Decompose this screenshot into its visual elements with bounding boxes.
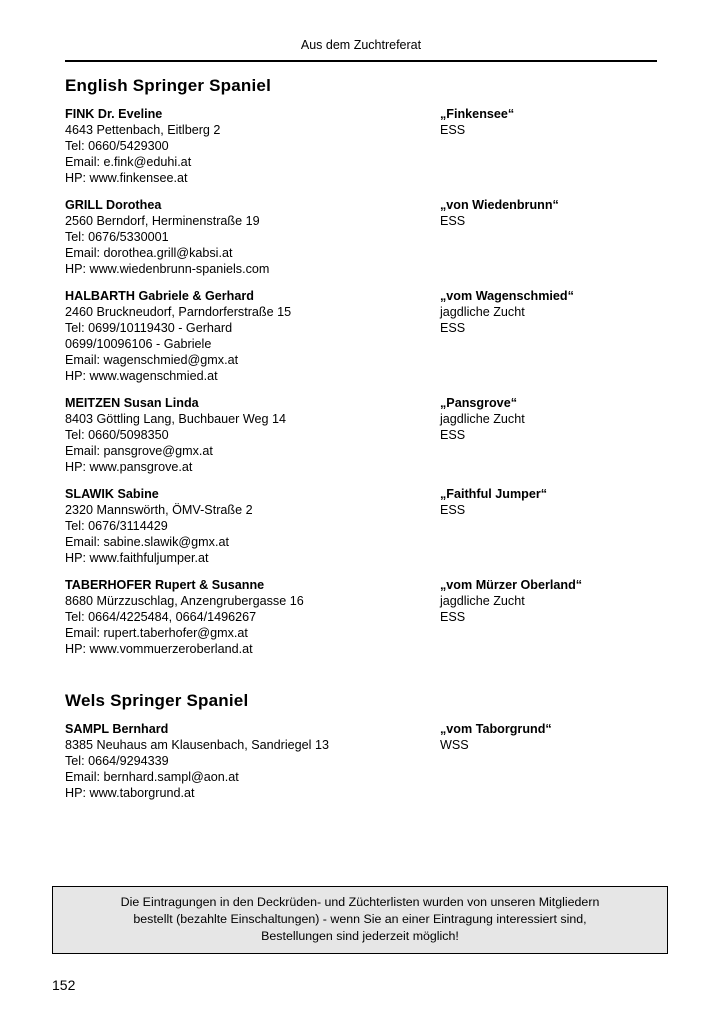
breeder-phone-secondary: 0699/10096106 - Gabriele — [65, 337, 212, 351]
breeder-details — [65, 106, 435, 186]
breed-code: WSS — [440, 738, 469, 752]
breeder-entry — [65, 395, 657, 475]
section-english-springer-spaniel — [65, 76, 657, 657]
kennel-details — [440, 486, 660, 518]
kennel-details — [440, 721, 660, 753]
breeder-address: 2460 Bruckneudorf, Parndorferstraße 15 — [65, 305, 292, 319]
breeder-details — [65, 395, 435, 475]
breeding-type: jagdliche Zucht — [440, 412, 525, 426]
breeder-entry — [65, 106, 657, 186]
notice-line-1: Die Eintragungen in den Deckrüden- und Züchterlisten wurden von unseren Mitgliedern — [120, 895, 600, 909]
breeder-homepage: HP: www.taborgrund.at — [65, 786, 195, 800]
kennel-details — [440, 395, 660, 443]
breeder-details — [65, 288, 435, 384]
breed-code: ESS — [440, 503, 466, 517]
breeder-name: GRILL Dorothea — [65, 198, 162, 212]
breeder-email: Email: wagenschmied@gmx.at — [65, 353, 239, 367]
breed-code: ESS — [440, 428, 466, 442]
breeder-homepage: HP: www.faithfuljumper.at — [65, 551, 209, 565]
breeder-phone: Tel: 0660/5429300 — [65, 139, 169, 153]
breeder-email: Email: dorothea.grill@kabsi.at — [65, 246, 233, 260]
page-header: Aus dem Zuchtreferat — [300, 38, 422, 52]
breeder-name: MEITZEN Susan Linda — [65, 396, 199, 410]
notice-box — [52, 886, 668, 954]
breed-code: ESS — [440, 610, 466, 624]
page-number: 152 — [52, 977, 76, 993]
kennel-details — [440, 197, 660, 229]
breeder-phone: Tel: 0664/4225484, 0664/1496267 — [65, 610, 257, 624]
section-title: Wels Springer Spaniel — [65, 691, 249, 710]
page-content — [65, 76, 657, 812]
breeder-name: TABERHOFER Rupert & Susanne — [65, 578, 265, 592]
breeder-address: 2320 Mannswörth, ÖMV-Straße 2 — [65, 503, 253, 517]
section-title: English Springer Spaniel — [65, 76, 272, 95]
kennel-name: „vom Mürzer Oberland“ — [440, 578, 583, 592]
kennel-name: „von Wiedenbrunn“ — [440, 198, 559, 212]
breeder-address: 2560 Berndorf, Herminenstraße 19 — [65, 214, 260, 228]
breeder-address: 8385 Neuhaus am Klausenbach, Sandriegel 13 — [65, 738, 329, 752]
breeder-name: HALBARTH Gabriele & Gerhard — [65, 289, 254, 303]
breeder-address: 8403 Göttling Lang, Buchbauer Weg 14 — [65, 412, 287, 426]
breeder-email: Email: e.fink@eduhi.at — [65, 155, 192, 169]
breeder-homepage: HP: www.vommuerzeroberland.at — [65, 642, 253, 656]
breeder-details — [65, 486, 435, 566]
header-divider — [65, 60, 657, 62]
breeder-details — [65, 197, 435, 277]
kennel-details — [440, 288, 660, 336]
breeder-entry — [65, 721, 657, 801]
breeding-type: jagdliche Zucht — [440, 594, 525, 608]
kennel-name: „Finkensee“ — [440, 107, 515, 121]
breeder-entry — [65, 288, 657, 384]
breeder-homepage: HP: www.finkensee.at — [65, 171, 188, 185]
breeder-email: Email: pansgrove@gmx.at — [65, 444, 213, 458]
breeder-entry — [65, 486, 657, 566]
breeder-email: Email: bernhard.sampl@aon.at — [65, 770, 239, 784]
breeder-name: SAMPL Bernhard — [65, 722, 169, 736]
kennel-name: „vom Taborgrund“ — [440, 722, 552, 736]
breeder-homepage: HP: www.pansgrove.at — [65, 460, 193, 474]
breeder-entry — [65, 197, 657, 277]
breeder-phone: Tel: 0699/10119430 - Gerhard — [65, 321, 233, 335]
section-wels-springer-spaniel — [65, 691, 657, 801]
breed-code: ESS — [440, 123, 466, 137]
kennel-name: „Faithful Jumper“ — [440, 487, 548, 501]
breeder-email: Email: sabine.slawik@gmx.at — [65, 535, 229, 549]
breeder-name: FINK Dr. Eveline — [65, 107, 163, 121]
breeder-phone: Tel: 0676/3114429 — [65, 519, 168, 533]
kennel-name: „Pansgrove“ — [440, 396, 517, 410]
breeder-phone: Tel: 0660/5098350 — [65, 428, 169, 442]
breeder-email: Email: rupert.taberhofer@gmx.at — [65, 626, 248, 640]
kennel-name: „vom Wagenschmied“ — [440, 289, 574, 303]
breeder-details — [65, 721, 435, 801]
notice-line-2: bestellt (bezahlte Einschaltungen) - wenn Sie an einer Eintragung interessiert sind, — [133, 912, 587, 926]
breeder-entry — [65, 577, 657, 657]
breeder-address: 8680 Mürzzuschlag, Anzengrubergasse 16 — [65, 594, 304, 608]
breed-code: ESS — [440, 321, 466, 335]
kennel-details — [440, 106, 660, 138]
breeding-type: jagdliche Zucht — [440, 305, 525, 319]
breeder-phone: Tel: 0676/5330001 — [65, 230, 169, 244]
breeder-name: SLAWIK Sabine — [65, 487, 159, 501]
breeder-address: 4643 Pettenbach, Eitlberg 2 — [65, 123, 221, 137]
breed-code: ESS — [440, 214, 466, 228]
kennel-details — [440, 577, 660, 625]
breeder-phone: Tel: 0664/9294339 — [65, 754, 169, 768]
notice-line-3: Bestellungen sind jederzeit möglich! — [261, 929, 459, 943]
breeder-details — [65, 577, 435, 657]
breeder-homepage: HP: www.wiedenbrunn-spaniels.com — [65, 262, 270, 276]
breeder-homepage: HP: www.wagenschmied.at — [65, 369, 218, 383]
